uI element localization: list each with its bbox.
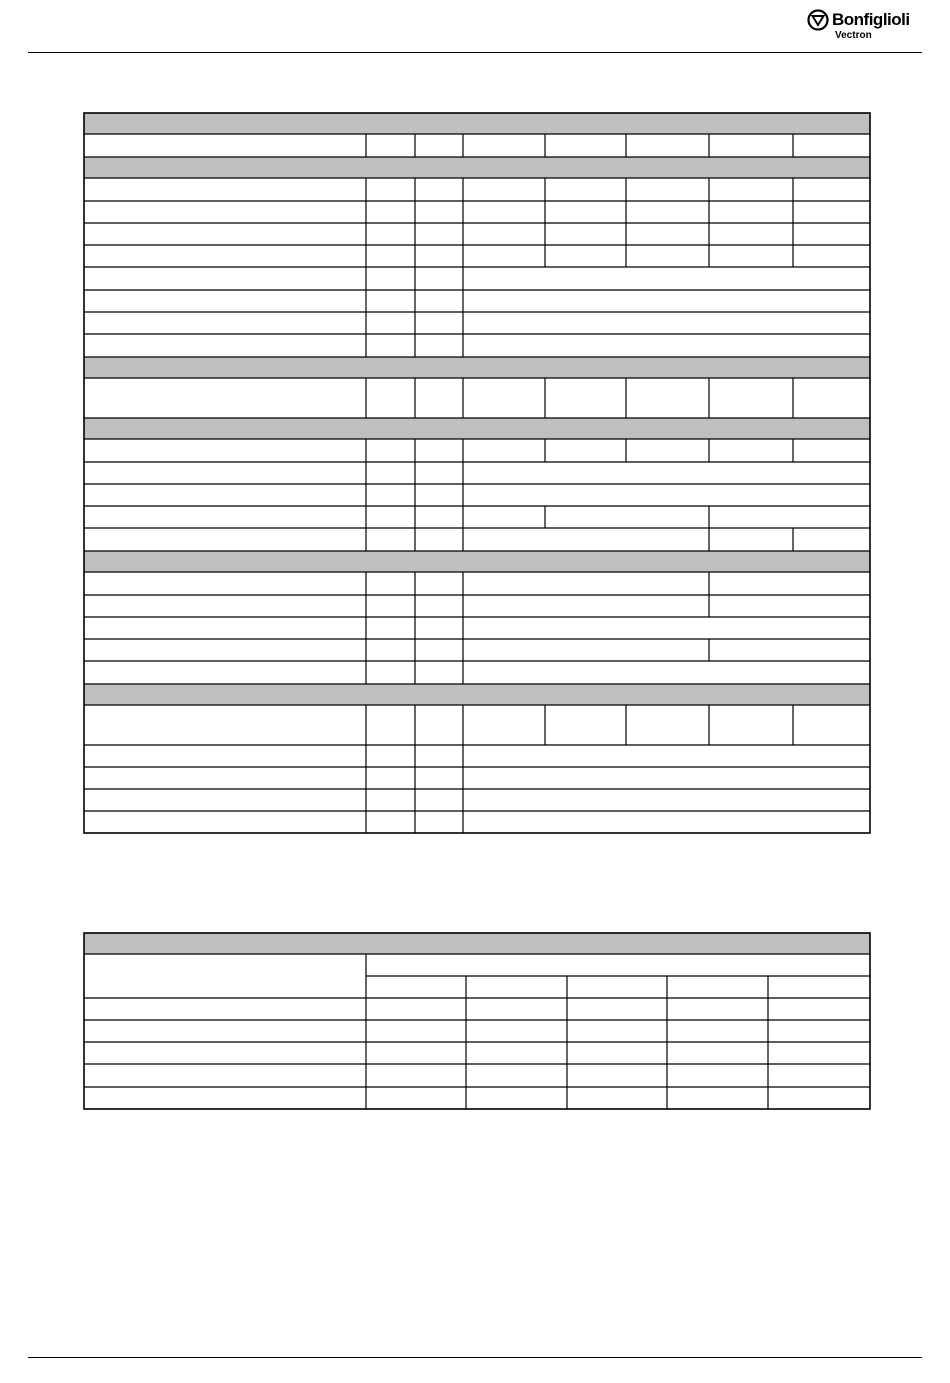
- section-band-2: [84, 157, 870, 178]
- section-band-5: [84, 551, 870, 572]
- section-band-4: [84, 418, 870, 439]
- logo-sub-brand-text: Vectron: [835, 30, 872, 41]
- table-2-column-lines: [366, 954, 768, 1109]
- table-2-frame: [84, 933, 870, 1109]
- table-1-row-lines: [84, 134, 870, 811]
- technical-data-table: [84, 113, 870, 833]
- section-band-3: [84, 357, 870, 378]
- table-1-frame: [84, 113, 870, 833]
- section-band-7: [84, 933, 870, 954]
- table-2-row-lines: [84, 954, 870, 1087]
- output-current-table: [84, 933, 870, 1109]
- logo-brand-text: Bonfiglioli: [832, 10, 910, 29]
- footer-rule: [28, 1357, 922, 1358]
- section-band-1: [84, 113, 870, 134]
- section-band-6: [84, 684, 870, 705]
